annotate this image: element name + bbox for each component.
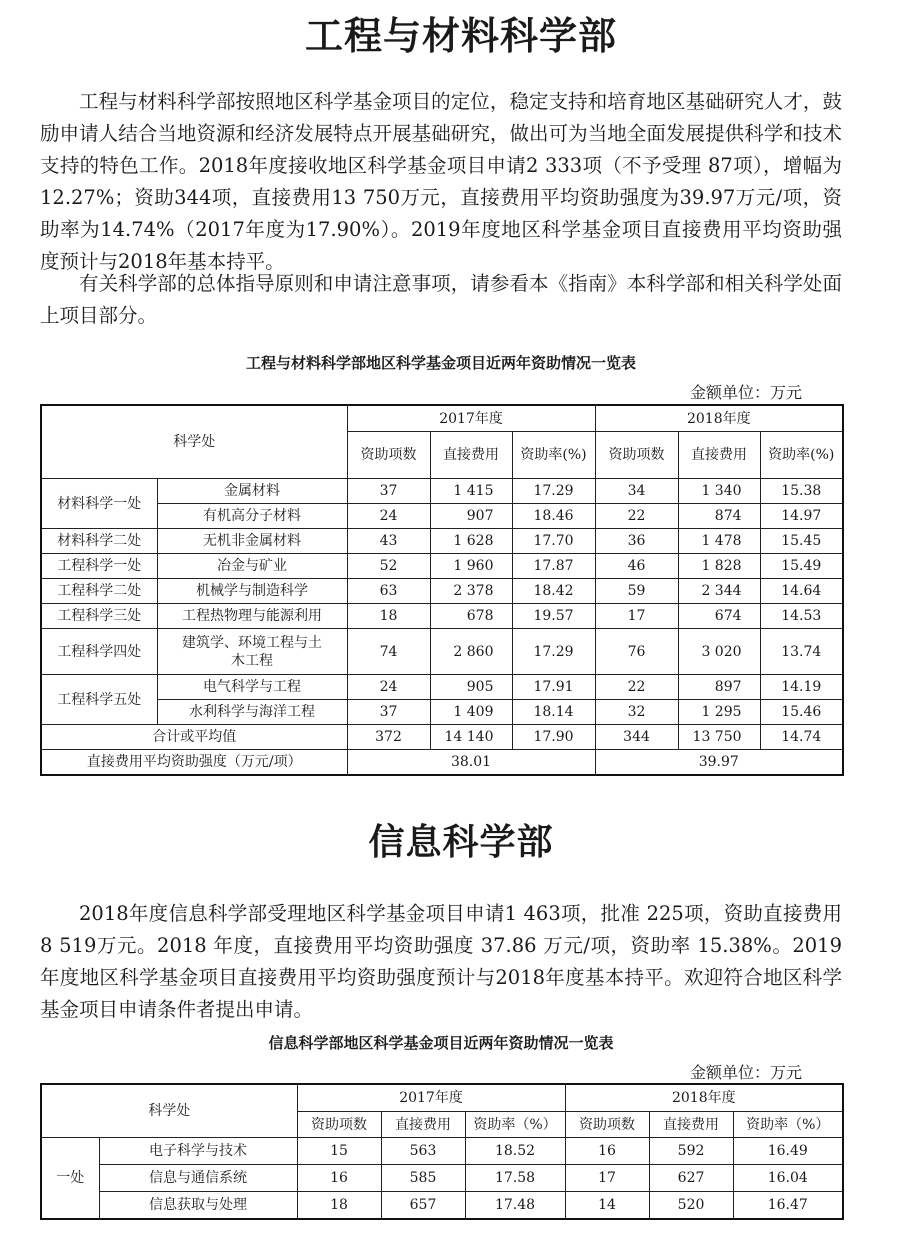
count-2018-cell: 59 (595, 579, 678, 604)
cost-2017-cell: 1 415 (430, 479, 512, 504)
office-cell: 材料科学一处 (41, 479, 157, 529)
cost-2018-cell: 1 828 (678, 554, 760, 579)
count-2018-cell: 22 (595, 675, 678, 700)
office-cell: 一处 (41, 1138, 99, 1220)
count-2017-cell: 43 (347, 529, 430, 554)
header-rate-2018: 资助率（%） (733, 1112, 843, 1138)
rate-2018-cell: 15.49 (760, 554, 843, 579)
rate-2017-cell: 17.29 (512, 479, 595, 504)
header-rate-2017: 资助率（%） (465, 1112, 565, 1138)
table-row (41, 1165, 843, 1192)
count-2018-cell: 34 (595, 479, 678, 504)
count-2017-cell: 37 (347, 700, 430, 725)
cost-2018-cell: 627 (649, 1165, 733, 1192)
field-cell: 金属材料 (157, 479, 347, 504)
header-count-2017: 资助项数 (297, 1112, 381, 1138)
average-2018: 39.97 (595, 750, 843, 776)
office-cell: 工程科学四处 (41, 629, 157, 675)
rate-2018-cell: 16.04 (733, 1165, 843, 1192)
cost-2018-cell: 3 020 (678, 629, 760, 675)
engineering-table-unit: 金额单位：万元 (689, 383, 802, 402)
cost-2017-cell: 905 (430, 675, 512, 700)
rate-2018-cell: 16.49 (733, 1138, 843, 1165)
rate-2018-cell: 14.64 (760, 579, 843, 604)
rate-2018-cell: 14.53 (760, 604, 843, 629)
header-year-2017: 2017年度 (297, 1084, 565, 1112)
section-title-engineering: 工程与材料科学部 (304, 14, 617, 58)
count-2018-cell: 17 (595, 604, 678, 629)
count-2018-cell: 16 (565, 1138, 649, 1165)
field-cell: 信息获取与处理 (99, 1192, 297, 1220)
total-cost-2018: 13 750 (678, 725, 760, 750)
count-2018-cell: 14 (565, 1192, 649, 1220)
count-2018-cell: 17 (565, 1165, 649, 1192)
cost-2017-cell: 2 860 (430, 629, 512, 675)
total-count-2018: 344 (595, 725, 678, 750)
count-2018-cell: 46 (595, 554, 678, 579)
count-2017-cell: 18 (347, 604, 430, 629)
table-row (41, 504, 843, 529)
table-row (41, 700, 843, 725)
header-count-2018: 资助项数 (595, 432, 678, 479)
count-2017-cell: 37 (347, 479, 430, 504)
cost-2017-cell: 585 (381, 1165, 465, 1192)
count-2017-cell: 63 (347, 579, 430, 604)
rate-2018-cell: 13.74 (760, 629, 843, 675)
average-row (41, 750, 843, 776)
table-row (41, 604, 843, 629)
cost-2017-cell: 2 378 (430, 579, 512, 604)
count-2018-cell: 32 (595, 700, 678, 725)
rate-2017-cell: 18.42 (512, 579, 595, 604)
count-2017-cell: 15 (297, 1138, 381, 1165)
table-row (41, 675, 843, 700)
information-funding-table (40, 1083, 844, 1220)
cost-2017-cell: 678 (430, 604, 512, 629)
header-office: 科学处 (41, 405, 347, 479)
section-title-information: 信息科学部 (368, 822, 554, 863)
field-cell: 机械学与制造科学 (157, 579, 347, 604)
cost-2017-cell: 563 (381, 1138, 465, 1165)
cost-2017-cell: 657 (381, 1192, 465, 1220)
information-table-unit: 金额单位：万元 (689, 1063, 802, 1082)
office-cell: 工程科学五处 (41, 675, 157, 725)
field-cell: 电气科学与工程 (157, 675, 347, 700)
total-cost-2017: 14 140 (430, 725, 512, 750)
average-2017: 38.01 (347, 750, 595, 776)
count-2017-cell: 24 (347, 504, 430, 529)
header-rate-2017: 资助率(%) (512, 432, 595, 479)
total-row (41, 725, 843, 750)
cost-2018-cell: 2 344 (678, 579, 760, 604)
rate-2018-cell: 15.38 (760, 479, 843, 504)
header-count-2017: 资助项数 (347, 432, 430, 479)
field-cell: 电子科学与技术 (99, 1138, 297, 1165)
cost-2018-cell: 1 340 (678, 479, 760, 504)
header-count-2018: 资助项数 (565, 1112, 649, 1138)
cost-2018-cell: 1 295 (678, 700, 760, 725)
header-cost-2018: 直接费用 (678, 432, 760, 479)
count-2017-cell: 18 (297, 1192, 381, 1220)
rate-2018-cell: 14.19 (760, 675, 843, 700)
field-cell: 冶金与矿业 (157, 554, 347, 579)
rate-2017-cell: 19.57 (512, 604, 595, 629)
table-row (41, 479, 843, 504)
cost-2018-cell: 592 (649, 1138, 733, 1165)
rate-2017-cell: 18.52 (465, 1138, 565, 1165)
cost-2018-cell: 674 (678, 604, 760, 629)
cost-2018-cell: 520 (649, 1192, 733, 1220)
rate-2017-cell: 17.91 (512, 675, 595, 700)
header-cost-2017: 直接费用 (381, 1112, 465, 1138)
total-rate-2018: 14.74 (760, 725, 843, 750)
engineering-funding-table (40, 404, 844, 776)
office-cell: 工程科学二处 (41, 579, 157, 604)
count-2017-cell: 24 (347, 675, 430, 700)
engineering-intro-paragraph: 工程与材料科学部按照地区科学基金项目的定位，稳定支持和培育地区基础研究人才，鼓励申请人结合当地资源和经济发展特点开展基础研究，做出可为当地全面发展提供科学和技术支持的特色工作。2018年度接收地区科学基金项目申请2 333项（不予受理 87项），增幅为12.27%；资助344项，直接费用13 750万元，直接费用平均资助强度为39.97万元/项，资助率为14.74%（2017年度为17.90%）。2019年度地区科学基金项目直接费用平均资助强度预计与2018年基本持平。 (40, 90, 842, 273)
field-cell: 有机高分子材料 (157, 504, 347, 529)
rate-2018-cell: 15.45 (760, 529, 843, 554)
header-year-2018: 2018年度 (595, 405, 843, 432)
rate-2017-cell: 17.70 (512, 529, 595, 554)
cost-2017-cell: 1 628 (430, 529, 512, 554)
field-cell: 水利科学与海洋工程 (157, 700, 347, 725)
field-cell: 信息与通信系统 (99, 1165, 297, 1192)
rate-2017-cell: 17.58 (465, 1165, 565, 1192)
cost-2018-cell: 874 (678, 504, 760, 529)
cost-2017-cell: 907 (430, 504, 512, 529)
rate-2017-cell: 18.46 (512, 504, 595, 529)
engineering-table-caption: 工程与材料科学部地区科学基金项目近两年资助情况一览表 (245, 354, 636, 372)
office-cell: 材料科学二处 (41, 529, 157, 554)
information-table-caption: 信息科学部地区科学基金项目近两年资助情况一览表 (268, 1034, 614, 1052)
field-cell: 工程热物理与能源利用 (157, 604, 347, 629)
office-cell: 工程科学一处 (41, 554, 157, 579)
header-office: 科学处 (41, 1084, 297, 1138)
rate-2017-cell: 17.87 (512, 554, 595, 579)
header-year-2018: 2018年度 (565, 1084, 843, 1112)
average-label: 直接费用平均资助强度（万元/项） (41, 750, 347, 776)
total-rate-2017: 17.90 (512, 725, 595, 750)
header-cost-2017: 直接费用 (430, 432, 512, 479)
table-row (41, 529, 843, 554)
information-intro-paragraph: 2018年度信息科学部受理地区科学基金项目申请1 463项，批准 225项，资助直接费用 8 519万元。2018 年度，直接费用平均资助强度 37.86 万元/项，资助率 15.38%。2019年度地区科学基金项目直接费用平均资助强度预计与2018年度基本持平。欢迎符合地区科学基金项目申请条件者提出申请。 (40, 902, 842, 1021)
header-year-2017: 2017年度 (347, 405, 595, 432)
rate-2017-cell: 17.29 (512, 629, 595, 675)
rate-2018-cell: 14.97 (760, 504, 843, 529)
field-cell: 建筑学、环境工程与土木工程 (157, 629, 347, 675)
table-row (41, 629, 843, 675)
total-label: 合计或平均值 (41, 725, 347, 750)
count-2017-cell: 52 (347, 554, 430, 579)
count-2017-cell: 74 (347, 629, 430, 675)
field-cell: 无机非金属材料 (157, 529, 347, 554)
count-2017-cell: 16 (297, 1165, 381, 1192)
cost-2017-cell: 1 960 (430, 554, 512, 579)
cost-2017-cell: 1 409 (430, 700, 512, 725)
cost-2018-cell: 897 (678, 675, 760, 700)
header-rate-2018: 资助率(%) (760, 432, 843, 479)
rate-2018-cell: 16.47 (733, 1192, 843, 1220)
count-2018-cell: 22 (595, 504, 678, 529)
table-row (41, 1192, 843, 1220)
rate-2017-cell: 18.14 (512, 700, 595, 725)
table-row (41, 554, 843, 579)
cost-2018-cell: 1 478 (678, 529, 760, 554)
count-2018-cell: 76 (595, 629, 678, 675)
rate-2018-cell: 15.46 (760, 700, 843, 725)
header-cost-2018: 直接费用 (649, 1112, 733, 1138)
total-count-2017: 372 (347, 725, 430, 750)
rate-2017-cell: 17.48 (465, 1192, 565, 1220)
count-2018-cell: 36 (595, 529, 678, 554)
table-row (41, 579, 843, 604)
engineering-guide-paragraph: 有关科学部的总体指导原则和申请注意事项，请参看本《指南》本科学部和相关科学处面上项目部分。 (40, 272, 842, 327)
office-cell: 工程科学三处 (41, 604, 157, 629)
table-row (41, 1138, 843, 1165)
